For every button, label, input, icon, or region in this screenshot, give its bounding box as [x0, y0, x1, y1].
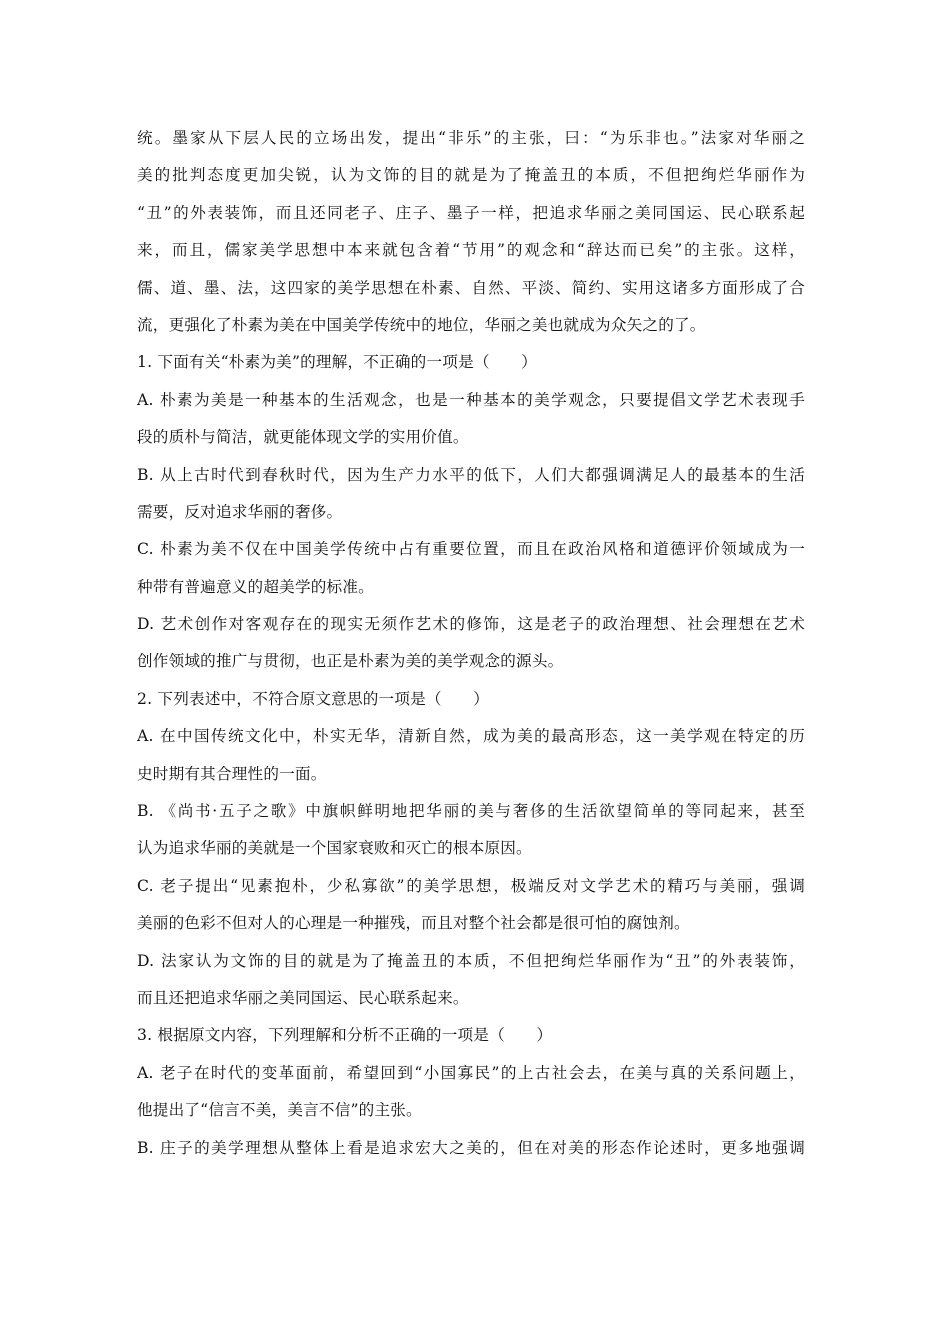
question-stem: 1. 下面有关“朴素为美”的理解，不正确的一项是（ ） — [137, 353, 538, 372]
passage-line: 来，而且，儒家美学思想中本来就包含着“节用”的观念和“辞达而已矣”的主张。这样， — [137, 241, 805, 260]
document-page — [137, 120, 805, 1167]
passage-line: 儒、道、墨、法，这四家的美学思想在朴素、自然、平淡、简约、实用这诸多方面形成了合 — [137, 278, 805, 297]
question-1 — [137, 344, 805, 681]
option-d: D. 艺术创作对客观存在的现实无须作艺术的修饰，这是老子的政治理想、社会理想在艺术 — [137, 615, 805, 634]
reading-passage — [137, 120, 805, 344]
option-b-cont: 认为追求华丽的美就是一个国家衰败和灭亡的根本原因。 — [137, 839, 532, 858]
option-c-cont: 美丽的色彩不但对人的心理是一种摧残，而且对整个社会都是很可怕的腐蚀剂。 — [137, 914, 690, 933]
option-a-cont: 他提出了“信言不美，美言不信”的主张。 — [137, 1101, 422, 1120]
option-c: C. 老子提出“见素抱朴，少私寡欲”的美学思想，极端反对文学艺术的精巧与美丽，强调 — [137, 876, 805, 895]
option-a: A. 老子在时代的变革面前，希望回到“小国寡民”的上古社会去，在美与真的关系问题上， — [137, 1063, 805, 1082]
passage-line: 统。墨家从下层人民的立场出发，提出“非乐”的主张，曰：“为乐非也。”法家对华丽之 — [137, 129, 805, 147]
option-c: C. 朴素为美不仅在中国美学传统中占有重要位置，而且在政治风格和道德评价领域成为一 — [137, 540, 805, 559]
option-b-cont: 需要，反对追求华丽的奢侈。 — [137, 502, 343, 521]
option-d-cont: 创作领域的推广与贯彻，也正是朴素为美的美学观念的源头。 — [137, 652, 564, 671]
option-c-cont: 种带有普遍意义的超美学的标准。 — [137, 577, 374, 596]
passage-line: 流，更强化了朴素为美在中国美学传统中的地位，华丽之美也就成为众矢之的了。 — [137, 315, 706, 334]
question-stem: 3. 根据原文内容，下列理解和分析不正确的一项是（ ） — [137, 1026, 553, 1045]
option-b: B. 庄子的美学理想从整体上看是追求宏大之美的，但在对美的形态作论述时，更多地强调 — [137, 1138, 805, 1157]
passage-line: 美的批判态度更加尖锐，认为文饰的目的就是为了掩盖丑的本质，不但把绚烂华丽作为 — [137, 166, 805, 185]
question-3 — [137, 1017, 805, 1167]
option-a: A. 朴素为美是一种基本的生活观念，也是一种基本的美学观念，只要提倡文学艺术表现手 — [137, 390, 805, 409]
option-d-cont: 而且还把追求华丽之美同国运、民心联系起来。 — [137, 988, 469, 1007]
passage-line: “丑”的外表装饰，而且还同老子、庄子、墨子一样，把追求华丽之美同国运、民心联系起 — [137, 203, 805, 222]
option-b: B. 从上古时代到春秋时代，因为生产力水平的低下，人们大都强调满足人的最基本的生活 — [137, 465, 805, 484]
option-a-cont: 史时期有其合理性的一面。 — [137, 764, 327, 783]
question-2 — [137, 681, 805, 1018]
question-stem: 2. 下列表述中，不符合原文意思的一项是（ ） — [137, 689, 490, 708]
option-d: D. 法家认为文饰的目的就是为了掩盖丑的本质，不但把绚烂华丽作为“丑”的外表装饰， — [137, 951, 805, 970]
option-a: A. 在中国传统文化中，朴实无华，清新自然，成为美的最高形态，这一美学观在特定的历 — [137, 727, 805, 746]
option-a-cont: 段的质朴与简洁，就更能体现文学的实用价值。 — [137, 428, 469, 447]
option-b: B. 《尚书·五子之歌》中旗帜鲜明地把华丽的美与奢侈的生活欲望简单的等同起来，甚至 — [137, 802, 805, 821]
